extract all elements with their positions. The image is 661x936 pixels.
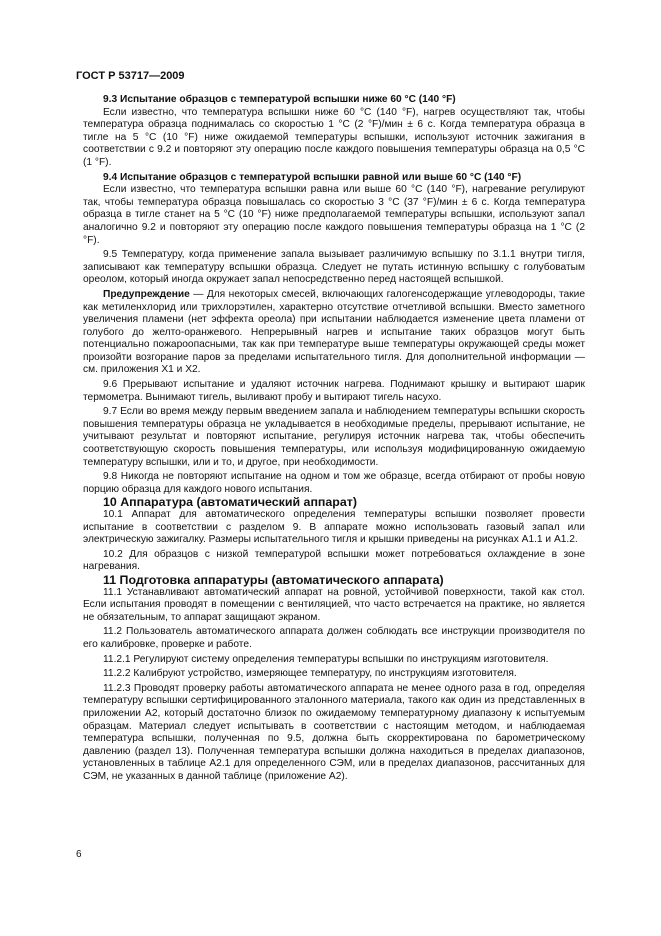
paragraph-9-3: Если известно, что температура вспышки ниже 60 °С (140 °F), нагрев осуществляют так, чтобы температура образца поднималась со скоростью 1 °С (2 °F)/мин ± 6 с. Когда температура образца в тигле на 5 °С (10 °F) ниже ожидаемой температуры вспышки, используют источник зажигания в соответствии с 9.2 и повторяют эту операцию после каждого повышения температуры образца на 0,5 °С (1 °F).	[83, 106, 585, 168]
paragraph-10-2: 10.2 Для образцов с низкой температурой вспышки может потребоваться охлаждение в зоне нагревания.	[83, 548, 585, 573]
paragraph-9-5: 9.5 Температуру, когда применение запала вызывает различимую вспышку по 3.1.1 внутри тигля, записывают как температуру вспышки образца. Следует не путать истинную вспышку с голубоватым ореолом, который иногда окружает запал непосредственно перед настоящей вспышкой.	[83, 249, 585, 286]
paragraph-11-1: 11.1 Устанавливают автоматический аппарат на ровной, устойчивой поверхности, такой как стол. Если испытания проводят в помещении с вентиляцией, что часто встречается на практике, но является не обязательным, то аппарат защищают экраном.	[83, 586, 585, 623]
page-number: 6	[76, 849, 82, 860]
paragraph-11-2: 11.2 Пользователь автоматического аппарата должен соблюдать все инструкции производителя по его калибровке, проверке и работе.	[83, 626, 585, 650]
document-body	[83, 94, 585, 783]
warning-label: Предупреждение	[103, 288, 190, 300]
subsection-9-3-title: 9.3 Испытание образцов с температурой вспышки ниже 60 °С (140 °F)	[103, 94, 456, 105]
paragraph-9-7: 9.7 Если во время между первым введением запала и наблюдением температуры вспышки скорость повышения температуры образца не укладывается в необходимые пределы, прерывают испытание, не учитывают результат и повторяют испытание, регулируя источник нагрева так, чтобы обеспечить соответствующую скорость повышения температуры, или используя модифицированную ожидаемую температуру вспышки, или и то, и другое, при необходимости.	[83, 406, 585, 468]
warning-paragraph	[83, 289, 585, 377]
warning-text: — Для некоторых смесей, включающих галогенсодержащие углеводороды, такие как метиленхлорид или трихлорэтилен, характерно отсутствие отчетливой вспышки. Вместо заметного увеличения пламени (нет эффекта ореола) при испытании наблюдается изменение цвета пламени от голубого до желто-оранжевого. Непрерывный нагрев и испытание таких образцов могут быть потенциально пожароопасными, так как при температуре выше температуры окружающей среды может произойти возгорание паров за пределами испытательного тигля. Для дополнительной информации — см. приложения Х1 и Х2.	[83, 288, 585, 376]
paragraph-11-2-1: 11.2.1 Регулируют систему определения температуры вспышки по инструкциям изготовителя.	[103, 653, 549, 665]
paragraph-9-8: 9.8 Никогда не повторяют испытание на одном и том же образце, всегда отбирают от пробы новую порцию образца для каждого нового испытания.	[83, 471, 585, 495]
paragraph-9-4: Если известно, что температура вспышки равна или выше 60 °С (140 °F), нагревание регулируют так, чтобы температура образца повышалась со скоростью 3 °С (37 °F)/мин ± 6 с. Когда температура образца в тигле станет на 5 °С (10 °F) ниже предполагаемой температуры вспышки, используют запал аналогично 9.2 и повторяют эту операцию после каждого повышения температуры образца на 1 °С (2 °F).	[83, 184, 585, 246]
subsection-9-4-title: 9.4 Испытание образцов с температурой вспышки равной или выше 60 °С (140 °F)	[103, 171, 522, 183]
paragraph-9-6: 9.6 Прерывают испытание и удаляют источник нагрева. Поднимают крышку и вытирают шарик термометра. Вынимают тигель, выливают пробу и вытирают тигель насухо.	[83, 379, 585, 403]
section-10-heading: 10 Аппаратура (автоматический аппарат)	[103, 495, 357, 510]
section-11-heading: 11 Подготовка аппаратуры (автоматического аппарата)	[103, 572, 444, 587]
paragraph-11-2-3: 11.2.3 Проводят проверку работы автоматического аппарата не менее одного раза в год, определяя температуру вспышки сертифицированного эталонного материала, такого как один из представленных в приложении А2, который достаточно близок по ожидаемому температурному диапазону к испытуемым образцам. Материал следует испытывать в соответствии с настоящим методом, и наблюдаемая температура вспышки, полученная по 9.5, должна быть скорректирована по барометрическому давлению (раздел 13). Полученная температура вспышки должна находиться в пределах диапазонов, установленных в таблице А2.1 для определенного СЭМ, или в пределах диапазонов, рассчитанных для СЭМ, не указанных в данной таблице (приложение А2).	[83, 682, 585, 782]
paragraph-10-1: 10.1 Аппарат для автоматического определения температуры вспышки позволяет провести испытание в соответствии с разделом 9. В аппарате можно использовать газовый запал или электрическую зажигалку. Размеры испытательного тигля и крышки приведены на рисунках А1.1 и А1.2.	[83, 509, 585, 546]
paragraph-11-2-2: 11.2.2 Калибруют устройство, измеряющее температуру, по инструкциям изготовителя.	[103, 668, 517, 680]
document-code: ГОСТ Р 53717—2009	[76, 70, 185, 82]
